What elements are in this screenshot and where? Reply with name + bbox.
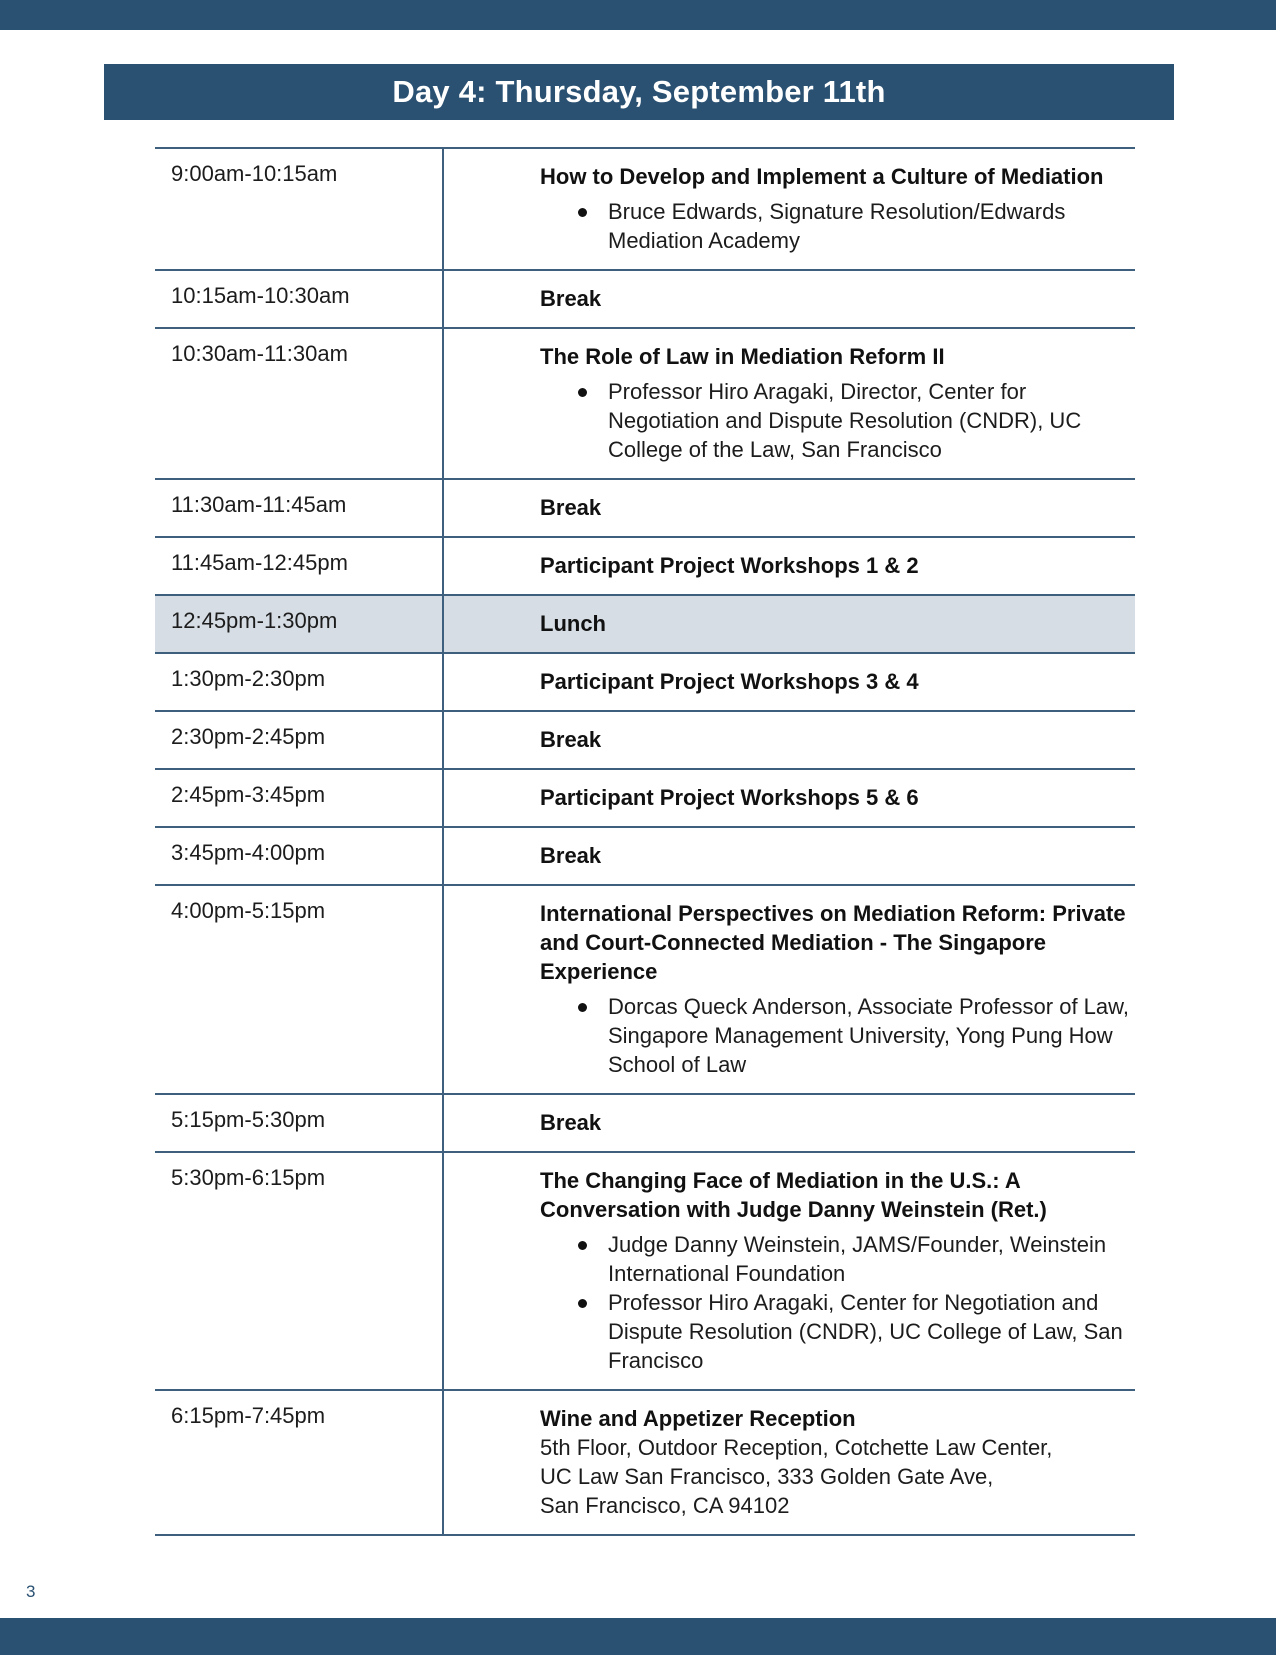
session-time: 5:15pm-5:30pm: [155, 1095, 444, 1151]
schedule-row: [155, 478, 1135, 536]
session-content: [444, 329, 1135, 478]
schedule-row: [155, 1093, 1135, 1151]
schedule-row: [155, 1151, 1135, 1389]
session-content: [444, 596, 1135, 652]
session-content: [444, 886, 1135, 1093]
schedule-row: [155, 536, 1135, 594]
session-time: 4:00pm-5:15pm: [155, 886, 444, 1093]
session-title: Lunch: [540, 611, 606, 636]
speaker-name: Judge Danny Weinstein, JAMS/Founder, Weinstein International Foundation: [608, 1232, 1107, 1286]
bullet-icon: [578, 1299, 587, 1308]
session-time: 3:45pm-4:00pm: [155, 828, 444, 884]
schedule-row: [155, 147, 1135, 269]
session-location-line: UC Law San Francisco, 333 Golden Gate Ave,: [540, 1464, 994, 1489]
schedule-row: [155, 710, 1135, 768]
schedule-row: [155, 594, 1135, 652]
speaker-item: [540, 197, 1135, 255]
session-time: 11:30am-11:45am: [155, 480, 444, 536]
bottom-banner-bar: [0, 1618, 1276, 1655]
session-title: Break: [540, 495, 602, 520]
session-time: 10:30am-11:30am: [155, 329, 444, 478]
session-content: [444, 770, 1135, 826]
session-title: The Changing Face of Mediation in the U.S.: A Conversation with Judge Danny Weinstein (Ret.): [540, 1168, 1047, 1222]
session-content: [444, 1391, 1135, 1534]
day-header: [104, 64, 1174, 120]
session-location-line: San Francisco, CA 94102: [540, 1493, 790, 1518]
speaker-list: [540, 1230, 1135, 1375]
session-content: [444, 712, 1135, 768]
session-title: Break: [540, 843, 602, 868]
speaker-item: [540, 1230, 1135, 1288]
session-title: Participant Project Workshops 1 & 2: [540, 553, 919, 578]
schedule-row: [155, 884, 1135, 1093]
speaker-list: [540, 197, 1135, 255]
session-content: [444, 480, 1135, 536]
bullet-icon: [578, 1003, 587, 1012]
bullet-icon: [578, 1241, 587, 1250]
session-content: [444, 538, 1135, 594]
page-number: 3: [26, 1582, 36, 1601]
session-content: [444, 654, 1135, 710]
schedule-row: [155, 327, 1135, 478]
schedule-row: [155, 1389, 1135, 1536]
session-title: Wine and Appetizer Reception: [540, 1406, 856, 1431]
speaker-name: Professor Hiro Aragaki, Center for Negotiation and Dispute Resolution (CNDR), UC College of Law, San Francisco: [608, 1290, 1123, 1373]
session-time: 5:30pm-6:15pm: [155, 1153, 444, 1389]
schedule-row: [155, 826, 1135, 884]
bullet-icon: [578, 388, 587, 397]
session-title: Participant Project Workshops 3 & 4: [540, 669, 919, 694]
bullet-icon: [578, 208, 587, 217]
session-time: 1:30pm-2:30pm: [155, 654, 444, 710]
schedule-table: [155, 147, 1135, 1536]
speaker-name: Dorcas Queck Anderson, Associate Professor of Law, Singapore Management University, Yong Pung How School of Law: [608, 994, 1129, 1077]
session-time: 11:45am-12:45pm: [155, 538, 444, 594]
session-title: Break: [540, 1110, 602, 1135]
schedule-row: [155, 652, 1135, 710]
page-title: Day 4: Thursday, September 11th: [392, 74, 886, 109]
session-title: Break: [540, 727, 602, 752]
session-time: 2:45pm-3:45pm: [155, 770, 444, 826]
session-time: 2:30pm-2:45pm: [155, 712, 444, 768]
speaker-list: [540, 992, 1135, 1079]
session-content: [444, 1153, 1135, 1389]
session-title: Break: [540, 286, 602, 311]
speaker-item: [540, 992, 1135, 1079]
session-title: Participant Project Workshops 5 & 6: [540, 785, 919, 810]
session-time: 10:15am-10:30am: [155, 271, 444, 327]
session-time: 9:00am-10:15am: [155, 149, 444, 269]
speaker-item: [540, 1288, 1135, 1375]
schedule-row: [155, 768, 1135, 826]
session-title: International Perspectives on Mediation Reform: Private and Court-Connected Mediation - The Singapore Experience: [540, 901, 1126, 984]
session-title: How to Develop and Implement a Culture of Mediation: [540, 164, 1104, 189]
session-title: The Role of Law in Mediation Reform II: [540, 344, 945, 369]
schedule-row: [155, 269, 1135, 327]
speaker-list: [540, 377, 1135, 464]
session-content: [444, 149, 1135, 269]
top-banner-bar: [0, 0, 1276, 30]
session-content: [444, 1095, 1135, 1151]
session-time: 12:45pm-1:30pm: [155, 596, 444, 652]
session-time: 6:15pm-7:45pm: [155, 1391, 444, 1534]
speaker-name: Bruce Edwards, Signature Resolution/Edwards Mediation Academy: [608, 199, 1066, 253]
speaker-name: Professor Hiro Aragaki, Director, Center for Negotiation and Dispute Resolution (CNDR), UC College of the Law, San Francisco: [608, 379, 1082, 462]
session-location-line: 5th Floor, Outdoor Reception, Cotchette Law Center,: [540, 1435, 1053, 1460]
session-content: [444, 828, 1135, 884]
session-content: [444, 271, 1135, 327]
speaker-item: [540, 377, 1135, 464]
